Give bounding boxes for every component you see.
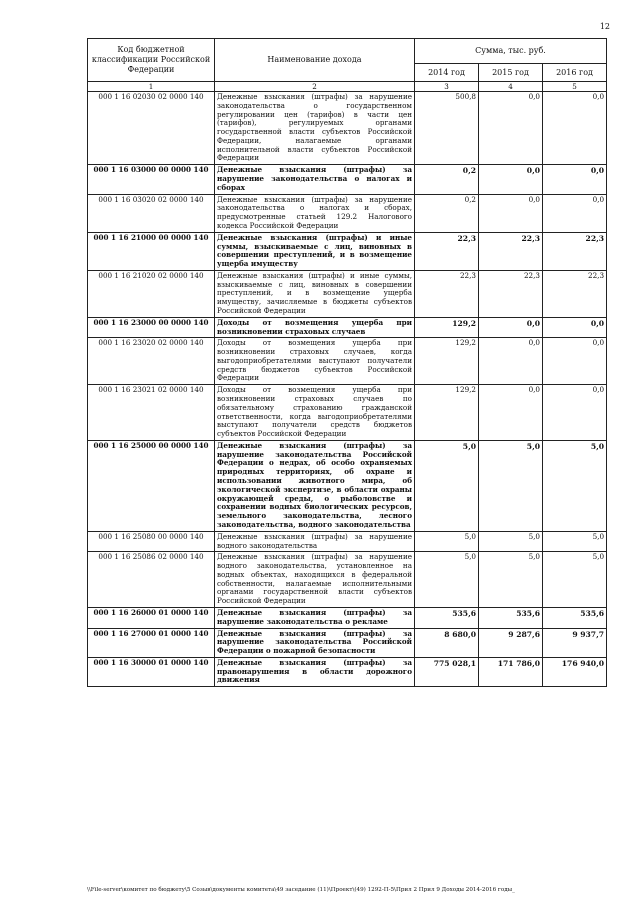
- header-year-2014: 2014 год: [415, 64, 479, 82]
- file-path-footer: \\File-server\комитет по бюджету\5 Созыв\документы комитета\49 заседание (11)\Проект\(49) 1292-П-5\Прил 2 Прил 9 Доходы 2014-2016 годы_: [87, 887, 515, 893]
- code-cell: 000 1 16 26000 01 0000 140: [88, 607, 215, 628]
- table-body: [88, 92, 607, 687]
- code-cell: 000 1 16 21020 02 0000 140: [88, 270, 215, 317]
- col-number: 2: [215, 82, 415, 92]
- header-year-2015: 2015 год: [479, 64, 543, 82]
- code-cell: 000 1 16 02030 02 0000 140: [88, 92, 215, 165]
- value-2014-cell: 500,8: [415, 92, 479, 165]
- code-cell: 000 1 16 03000 00 0000 140: [88, 165, 215, 194]
- table-row: [88, 92, 607, 165]
- table-row: [88, 338, 607, 385]
- value-2016-cell: 0,0: [543, 317, 607, 338]
- header-name: Наименование дохода: [215, 39, 415, 82]
- col-number: 1: [88, 82, 215, 92]
- value-2015-cell: 0,0: [479, 194, 543, 232]
- code-cell: 000 1 16 25080 00 0000 140: [88, 531, 215, 552]
- value-2016-cell: 22,3: [543, 270, 607, 317]
- name-cell: Денежные взыскания (штрафы) за нарушение водного законодательства: [215, 531, 415, 552]
- value-2015-cell: 5,0: [479, 440, 543, 531]
- name-cell: Доходы от возмещения ущерба при возникновении страховых случаев по обязательному страхованию гражданской ответственности, когда выгодоприобретателями выступают получатели средств бюджетов субъектов Российской Федерации: [215, 385, 415, 441]
- value-2015-cell: 0,0: [479, 317, 543, 338]
- value-2014-cell: 8 680,0: [415, 628, 479, 657]
- name-cell: Денежные взыскания (штрафы) и иные суммы, взыскиваемые с лиц, виновных в совершении преступлений, и в возмещение ущерба имуществу: [215, 232, 415, 270]
- header-code: Код бюджетной классификации Российской Федерации: [88, 39, 215, 82]
- value-2016-cell: 0,0: [543, 194, 607, 232]
- value-2015-cell: 0,0: [479, 338, 543, 385]
- name-cell: Денежные взыскания (штрафы) за нарушение водного законодательства, установленное на водных объектах, находящихся в федеральной собственности, налагаемые исполнительными органами государственной власти субъектов Российской Федерации: [215, 552, 415, 608]
- value-2015-cell: 171 786,0: [479, 657, 543, 686]
- code-cell: 000 1 16 23000 00 0000 140: [88, 317, 215, 338]
- value-2014-cell: 5,0: [415, 531, 479, 552]
- table-row: [88, 194, 607, 232]
- table-row: [88, 232, 607, 270]
- value-2016-cell: 5,0: [543, 531, 607, 552]
- value-2016-cell: 0,0: [543, 338, 607, 385]
- name-cell: Доходы от возмещения ущерба при возникновении страховых случаев: [215, 317, 415, 338]
- value-2016-cell: 5,0: [543, 552, 607, 608]
- value-2015-cell: 9 287,6: [479, 628, 543, 657]
- col-number: 4: [479, 82, 543, 92]
- value-2016-cell: 0,0: [543, 92, 607, 165]
- name-cell: Денежные взыскания (штрафы) за нарушение законодательства о налогах и сборах, предусмотренные статьей 129.2 Налогового кодекса Российской Федерации: [215, 194, 415, 232]
- name-cell: Денежные взыскания (штрафы) за нарушение законодательства о налогах и сборах: [215, 165, 415, 194]
- revenue-table: [87, 38, 607, 687]
- value-2014-cell: 0,2: [415, 194, 479, 232]
- table-row: [88, 385, 607, 441]
- value-2014-cell: 535,6: [415, 607, 479, 628]
- code-cell: 000 1 16 23021 02 0000 140: [88, 385, 215, 441]
- name-cell: Денежные взыскания (штрафы) за нарушение законодательства Российской Федерации о недрах, об особо охраняемых природных территориях, об охране и использовании животного мира, об экологической экспертизе, в области охраны окружающей среды, о рыболовстве и сохранении водных биологических ресурсов, земельного законодательства, лесного законодательства, водного законодательства: [215, 440, 415, 531]
- code-cell: 000 1 16 27000 01 0000 140: [88, 628, 215, 657]
- name-cell: Денежные взыскания (штрафы) за нарушение законодательства о рекламе: [215, 607, 415, 628]
- page-number: 12: [599, 22, 610, 31]
- value-2015-cell: 0,0: [479, 385, 543, 441]
- value-2014-cell: 22,3: [415, 270, 479, 317]
- value-2014-cell: 22,3: [415, 232, 479, 270]
- table-row: [88, 607, 607, 628]
- table-row: [88, 165, 607, 194]
- table-row: [88, 657, 607, 686]
- value-2014-cell: 129,2: [415, 338, 479, 385]
- value-2016-cell: 22,3: [543, 232, 607, 270]
- code-cell: 000 1 16 25000 00 0000 140: [88, 440, 215, 531]
- col-number: 5: [543, 82, 607, 92]
- name-cell: Денежные взыскания (штрафы) за нарушение законодательства о государственном регулировании цен (тарифов) в части цен (тарифов), регулируемых органами государственной власти субъектов Российской Федерации, налагаемые органами исполнительной власти субъектов Российской Федерации: [215, 92, 415, 165]
- code-cell: 000 1 16 21000 00 0000 140: [88, 232, 215, 270]
- name-cell: Денежные взыскания (штрафы) за правонарушения в области дорожного движения: [215, 657, 415, 686]
- value-2014-cell: 129,2: [415, 385, 479, 441]
- value-2015-cell: 22,3: [479, 232, 543, 270]
- value-2014-cell: 0,2: [415, 165, 479, 194]
- table-row: [88, 628, 607, 657]
- table-row: [88, 317, 607, 338]
- table-row: [88, 440, 607, 531]
- value-2016-cell: 176 940,0: [543, 657, 607, 686]
- value-2015-cell: 0,0: [479, 92, 543, 165]
- table-row: [88, 552, 607, 608]
- code-cell: 000 1 16 25086 02 0000 140: [88, 552, 215, 608]
- value-2015-cell: 535,6: [479, 607, 543, 628]
- value-2014-cell: 5,0: [415, 440, 479, 531]
- value-2015-cell: 0,0: [479, 165, 543, 194]
- col-number: 3: [415, 82, 479, 92]
- value-2014-cell: 129,2: [415, 317, 479, 338]
- table-row: [88, 270, 607, 317]
- name-cell: Доходы от возмещения ущерба при возникновении страховых случаев, когда выгодоприобретателями выступают получатели средств бюджетов субъектов Российской Федерации: [215, 338, 415, 385]
- code-cell: 000 1 16 03020 02 0000 140: [88, 194, 215, 232]
- value-2016-cell: 0,0: [543, 165, 607, 194]
- table-row: [88, 531, 607, 552]
- name-cell: Денежные взыскания (штрафы) и иные суммы, взыскиваемые с лиц, виновных в совершении преступлений, и в возмещение ущерба имуществу, зачисляемые в бюджеты субъектов Российской Федерации: [215, 270, 415, 317]
- name-cell: Денежные взыскания (штрафы) за нарушение законодательства Российской Федерации о пожарной безопасности: [215, 628, 415, 657]
- value-2016-cell: 9 937,7: [543, 628, 607, 657]
- value-2015-cell: 22,3: [479, 270, 543, 317]
- code-cell: 000 1 16 30000 01 0000 140: [88, 657, 215, 686]
- header-year-2016: 2016 год: [543, 64, 607, 82]
- value-2016-cell: 5,0: [543, 440, 607, 531]
- value-2015-cell: 5,0: [479, 531, 543, 552]
- value-2016-cell: 535,6: [543, 607, 607, 628]
- value-2015-cell: 5,0: [479, 552, 543, 608]
- code-cell: 000 1 16 23020 02 0000 140: [88, 338, 215, 385]
- header-sum: Сумма, тыс. руб.: [415, 39, 607, 64]
- value-2014-cell: 775 028,1: [415, 657, 479, 686]
- value-2016-cell: 0,0: [543, 385, 607, 441]
- value-2014-cell: 5,0: [415, 552, 479, 608]
